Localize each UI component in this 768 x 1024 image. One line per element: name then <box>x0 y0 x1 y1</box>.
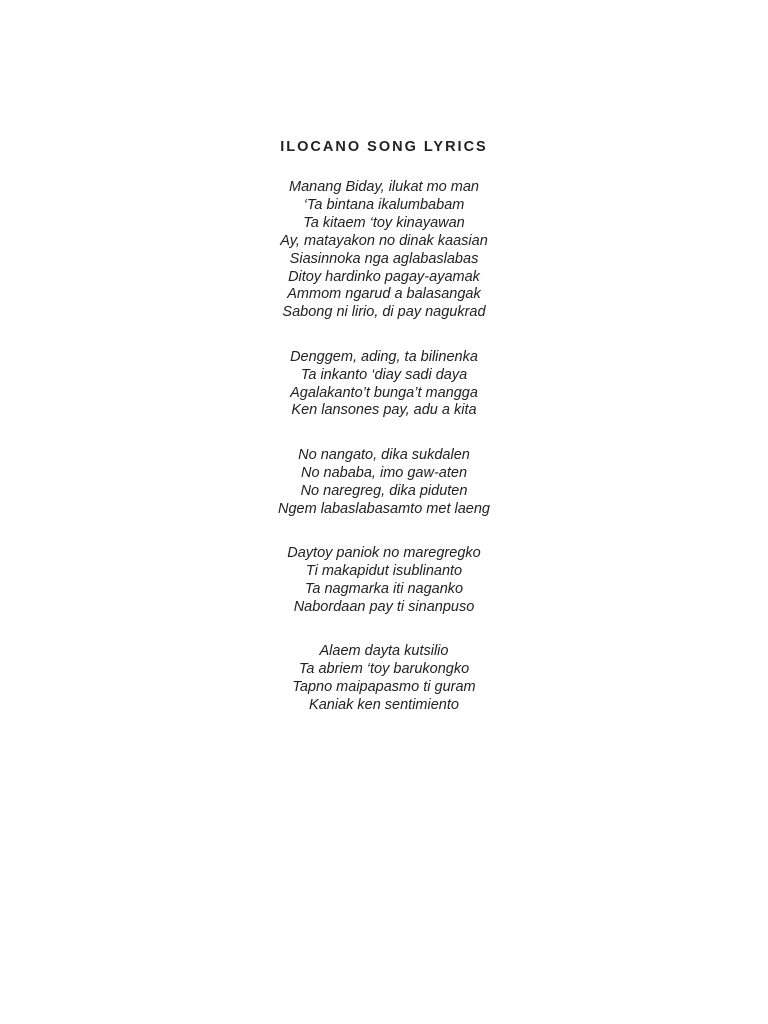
lyric-line: Ditoy hardinko pagay-ayamak <box>288 268 480 285</box>
lyric-line: Siasinnoka nga aglabaslabas <box>289 250 479 267</box>
lyric-line: Tapno maipapasmo ti guram <box>292 678 476 695</box>
lyric-line: Ta kitaem ‘toy kinayawan <box>303 214 465 231</box>
lyric-line: No naregreg, dika piduten <box>300 482 468 499</box>
lyric-line: Ta nagmarka iti naganko <box>304 580 464 597</box>
document-title: ILOCANO SONG LYRICS <box>280 139 488 155</box>
lyric-line: Ta abriem ‘toy barukongko <box>298 661 470 678</box>
lyric-line: Agalakanto’t bunga’t mangga <box>290 384 478 401</box>
lyric-line: Ammom ngarud a balasangak <box>287 286 481 303</box>
lyric-line: Manang Biday, ilukat mo man <box>289 179 479 195</box>
stanza <box>0 545 768 617</box>
stanza <box>0 447 768 519</box>
lyric-line: Sabong ni lirio, di pay nagukrad <box>282 304 486 321</box>
lyric-line: No nangato, dika sukdalen <box>298 446 470 463</box>
stanza <box>0 643 768 715</box>
lyric-line: ‘Ta bintana ikalumbabam <box>303 196 465 213</box>
lyric-line: Denggem, ading, ta bilinenka <box>290 348 478 365</box>
lyric-line: Ngem labaslabasamto met laeng <box>278 500 490 517</box>
lyric-line: Kaniak ken sentimiento <box>309 696 459 713</box>
stanza <box>0 349 768 421</box>
lyric-line: Alaem dayta kutsilio <box>319 643 449 660</box>
stanza <box>0 179 768 322</box>
lyric-line: Ti makapidut isublinanto <box>305 562 463 579</box>
lyric-line: Ken lansones pay, adu a kita <box>291 402 477 419</box>
lyric-line: Ay, matayakon no dinak kaasian <box>280 232 488 249</box>
lyrics-body <box>0 179 768 741</box>
lyric-line: Nabordaan pay ti sinanpuso <box>293 598 475 615</box>
lyric-line: Ta inkanto ‘diay sadi daya <box>300 366 468 383</box>
lyric-line: Daytoy paniok no maregregko <box>287 545 481 561</box>
lyric-line: No nababa, imo gaw-aten <box>300 464 468 481</box>
